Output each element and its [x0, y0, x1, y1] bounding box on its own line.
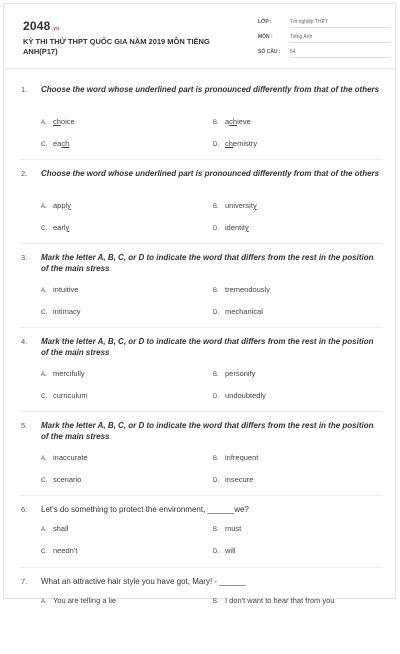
answer-option-c[interactable]	[41, 139, 69, 148]
answer-option-b[interactable]	[213, 524, 241, 533]
option-letter: C.	[41, 310, 47, 316]
option-underlined-part: ch	[229, 117, 238, 126]
option-letter: A.	[41, 288, 47, 294]
option-letter: B.	[213, 204, 219, 210]
option-text: needn't	[53, 546, 78, 555]
question-divider	[20, 411, 382, 412]
option-text: infrequent	[225, 453, 259, 462]
answer-option-d[interactable]	[213, 307, 263, 316]
option-text: will	[225, 546, 236, 555]
option-letter: A.	[41, 372, 47, 378]
question-divider	[20, 327, 382, 328]
option-underlined-part: y	[67, 201, 71, 210]
option-letter: B.	[213, 456, 219, 462]
question-divider	[20, 567, 382, 568]
question-prompt: Mark the letter A, B, C, or D to indicate the word that differs from the rest in the position of the main stress	[41, 253, 374, 273]
meta-class-key: LỚP :	[258, 19, 272, 25]
option-letter: C.	[41, 478, 47, 484]
answer-option-d[interactable]	[213, 391, 266, 400]
question-prompt: Choose the word whose underlined part is pronounced differently from that of the others	[41, 85, 380, 94]
answer-option-d[interactable]	[213, 139, 257, 148]
question-prompt: Choose the word whose underlined part is pronounced differently from that of the others	[41, 169, 380, 178]
option-letter: A.	[41, 527, 47, 533]
option-text: insecure	[225, 475, 254, 484]
question-divider	[20, 243, 382, 244]
answer-option-b[interactable]	[213, 453, 258, 462]
option-text: intuitive	[53, 285, 79, 294]
exam-page	[3, 3, 396, 605]
exam-title: KỲ THI THỬ THPT QUỐC GIA NĂM 2019 MÔN TIẾNG ANH(P17)	[23, 37, 210, 56]
answer-option-a[interactable]	[41, 285, 78, 294]
answer-option-d[interactable]	[213, 223, 249, 232]
option-text: I don't want to hear that from you	[225, 596, 335, 605]
option-letter: C.	[41, 226, 47, 232]
answer-option-b[interactable]	[213, 596, 334, 605]
meta-class-value: Tốt nghiệp THPT	[290, 19, 390, 28]
option-text: undoubtedly	[225, 391, 266, 400]
option-text-rest: ieve	[237, 117, 251, 126]
option-text: You are telling a lie	[53, 596, 117, 605]
answer-option-c[interactable]	[41, 546, 77, 555]
option-text: a	[225, 117, 230, 126]
answer-option-b[interactable]	[213, 201, 257, 210]
option-text-rest: emistry	[232, 139, 258, 148]
option-letter: B.	[213, 599, 219, 605]
option-underlined-part: ch	[61, 139, 70, 148]
question-prompt: Let's do something to protect the environment, ______we?	[41, 505, 249, 514]
option-letter: B.	[213, 527, 219, 533]
answer-option-a[interactable]	[41, 369, 85, 378]
option-underlined-part: y	[252, 201, 257, 210]
question-divider	[20, 495, 382, 496]
question-prompt: Mark the letter A, B, C, or D to indicate the word that differs from the rest in the position of the main stress	[41, 337, 374, 357]
option-letter: B.	[213, 372, 219, 378]
question-prompt: What an attractive hair style you have got, Mary! - ______	[41, 577, 246, 586]
option-text: inaccurate	[53, 453, 88, 462]
answer-option-a[interactable]	[41, 596, 116, 605]
option-underlined-part: y	[245, 223, 249, 232]
question-4	[4, 334, 397, 414]
meta-count-value: 64	[290, 49, 390, 58]
option-letter: D.	[213, 549, 219, 555]
option-letter: D.	[213, 142, 219, 148]
option-letter: A.	[41, 456, 47, 462]
exam-header	[4, 4, 395, 69]
option-letter: D.	[213, 226, 219, 232]
option-text: scenario	[53, 475, 82, 484]
answer-option-b[interactable]	[213, 369, 255, 378]
question-number: 5.	[21, 421, 28, 430]
answer-option-a[interactable]	[41, 201, 71, 210]
meta-subject-key: MÔN :	[258, 34, 273, 40]
option-letter: C.	[41, 394, 47, 400]
question-2	[4, 166, 397, 246]
answer-option-d[interactable]	[213, 475, 253, 484]
option-letter: A.	[41, 599, 47, 605]
answer-option-b[interactable]	[213, 285, 270, 294]
question-5	[4, 418, 397, 498]
logo-main: 2048	[23, 19, 51, 33]
option-letter: B.	[213, 120, 219, 126]
option-letter: C.	[41, 549, 47, 555]
question-number: 6.	[21, 505, 28, 514]
option-letter: D.	[213, 478, 219, 484]
option-text-rest: oice	[60, 117, 75, 126]
answer-option-c[interactable]	[41, 475, 81, 484]
option-underlined-part: ch	[53, 117, 61, 126]
option-text: personify	[225, 369, 256, 378]
option-text: ea	[53, 139, 62, 148]
question-number: 4.	[21, 337, 28, 346]
option-text: intimacy	[53, 307, 81, 316]
option-letter: C.	[41, 142, 47, 148]
meta-count-key: SỐ CÂU :	[258, 49, 281, 55]
question-number: 7.	[21, 577, 28, 586]
answer-option-a[interactable]	[41, 453, 88, 462]
answer-option-b[interactable]	[213, 117, 251, 126]
option-text: mercifully	[53, 369, 85, 378]
question-prompt: Mark the letter A, B, C, or D to indicate the word that differs from the rest in the position of the main stress	[41, 421, 374, 441]
option-text: shall	[53, 524, 69, 533]
option-letter: D.	[213, 310, 219, 316]
option-text: identit	[225, 223, 246, 232]
option-text: curriculum	[53, 391, 88, 400]
option-text: appl	[53, 201, 68, 210]
logo-sub: .vn	[51, 26, 60, 32]
question-6	[4, 502, 397, 582]
answer-option-d[interactable]	[213, 546, 235, 555]
answer-option-a[interactable]	[41, 524, 68, 533]
option-letter: D.	[213, 394, 219, 400]
option-text: mechanical	[225, 307, 263, 316]
option-text: universit	[225, 201, 253, 210]
site-logo[interactable]	[23, 19, 59, 33]
option-letter: A.	[41, 120, 47, 126]
option-text: earl	[53, 223, 66, 232]
option-letter: B.	[213, 288, 219, 294]
question-number: 1.	[21, 85, 28, 94]
option-underlined-part: ch	[225, 139, 233, 148]
answer-option-c[interactable]	[41, 223, 69, 232]
answer-option-c[interactable]	[41, 307, 81, 316]
question-number: 2.	[21, 169, 28, 178]
question-3	[4, 250, 397, 330]
option-underlined-part: y	[65, 223, 70, 232]
question-1	[4, 82, 397, 162]
answer-option-c[interactable]	[41, 391, 88, 400]
meta-subject-value: Tiếng Anh	[290, 34, 390, 43]
question-divider	[20, 159, 382, 160]
question-7	[4, 574, 397, 654]
question-number: 3.	[21, 253, 28, 262]
option-text: must	[225, 524, 242, 533]
option-letter: A.	[41, 204, 47, 210]
answer-option-a[interactable]	[41, 117, 75, 126]
option-text: tremendously	[225, 285, 271, 294]
